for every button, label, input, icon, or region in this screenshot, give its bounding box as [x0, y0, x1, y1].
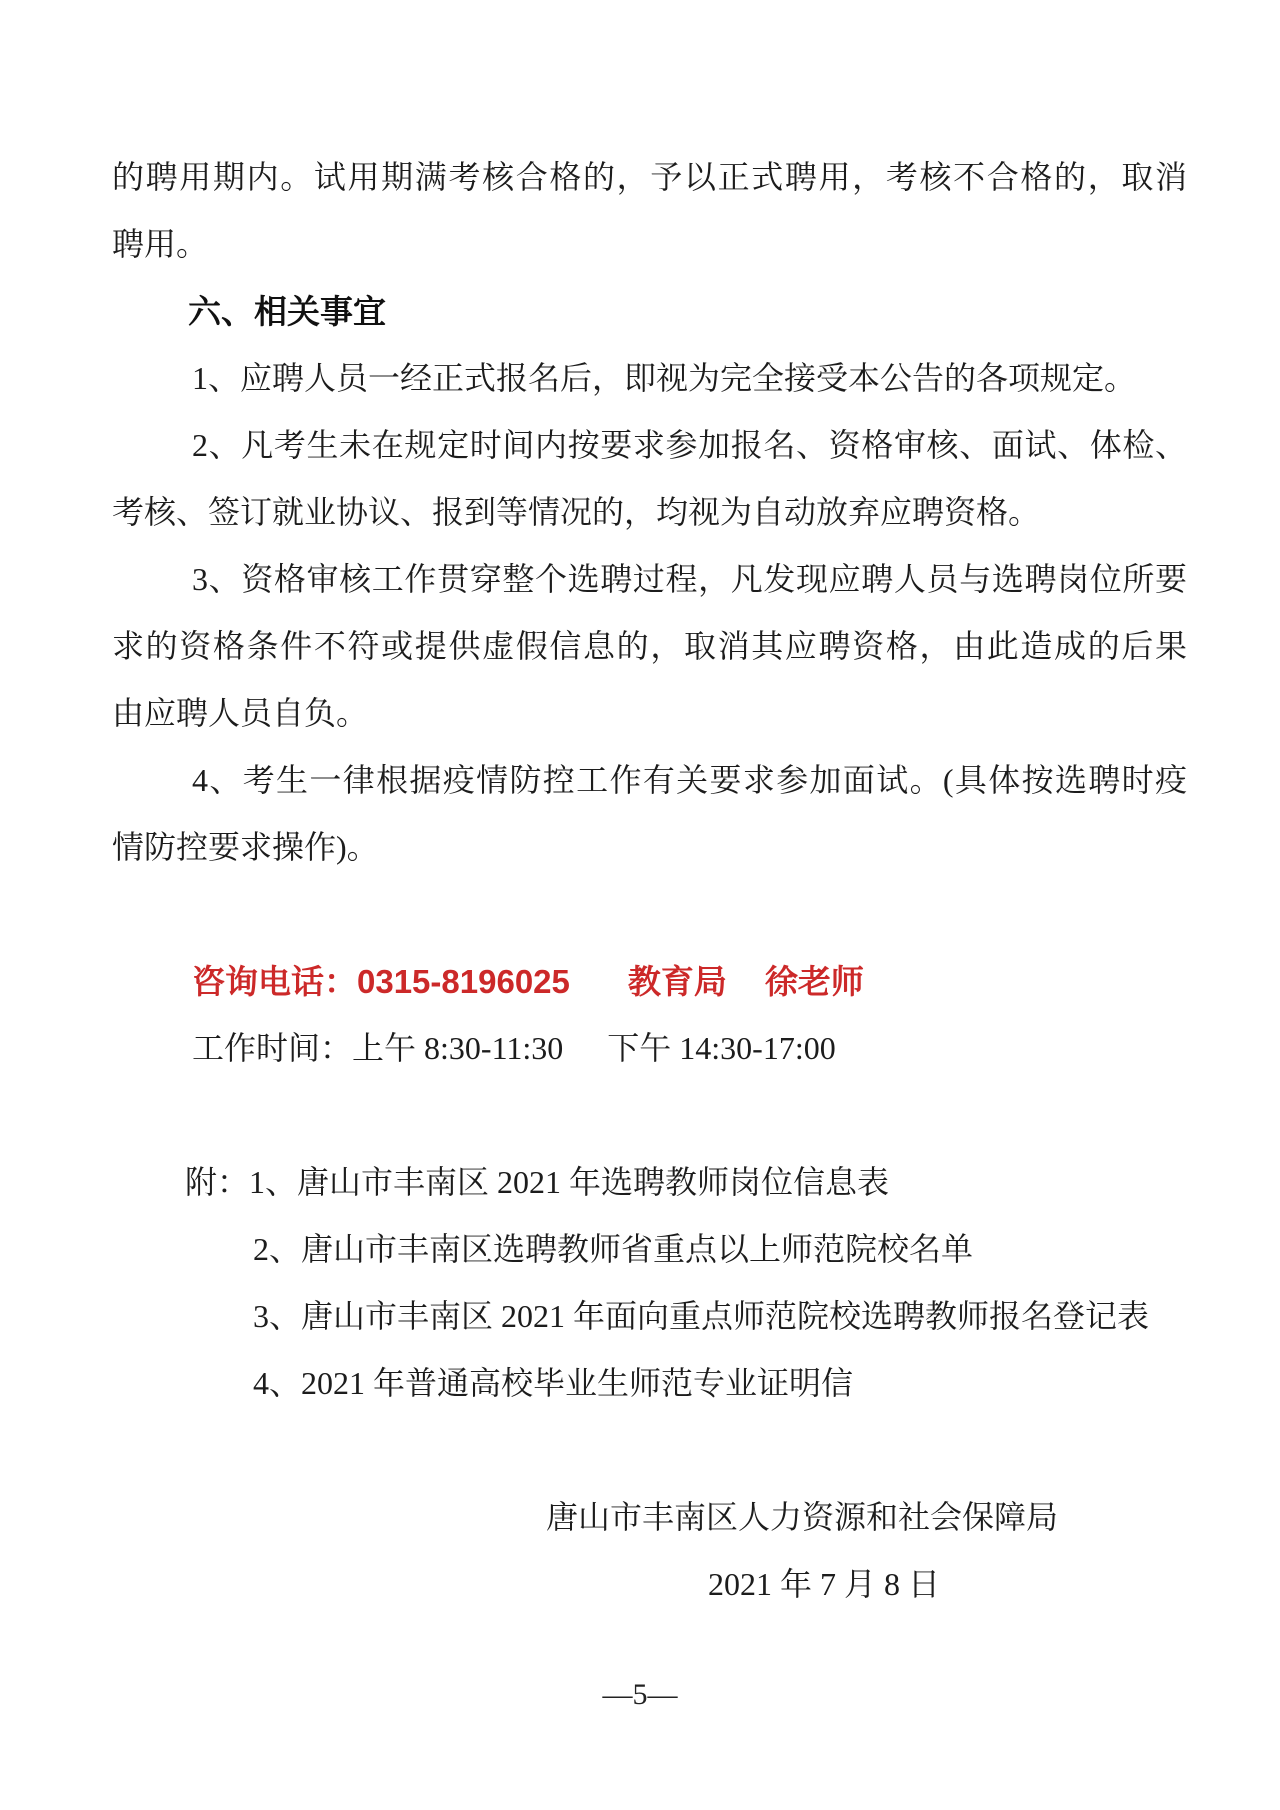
work-time-label: 工作时间：	[192, 1030, 353, 1066]
signature-date: 2021 年 7 月 8 日	[708, 1566, 941, 1602]
contact-label: 咨询电话：	[192, 963, 357, 1000]
attachment-item-3: 3、唐山市丰南区 2021 年面向重点师范院校选聘教师报名登记表	[253, 1298, 1150, 1334]
contact-person: 徐老师	[764, 963, 864, 1000]
spacer-line	[112, 1082, 1187, 1149]
item3-line-3: 由应聘人员自负。	[112, 695, 369, 731]
contact-line	[112, 948, 1187, 1015]
attachment-item-1: 1、唐山市丰南区 2021 年选聘教师岗位信息表	[249, 1164, 890, 1200]
item2-line-2: 考核、签订就业协议、报到等情况的，均视为自动放弃应聘资格。	[112, 494, 1041, 530]
document-content	[112, 144, 1187, 1618]
attachment-item-4: 4、2021 年普通高校毕业生师范专业证明信	[253, 1365, 854, 1401]
work-time-line	[112, 1015, 1187, 1082]
section-heading: 六、相关事宜	[188, 293, 386, 330]
work-time-morning: 上午 8:30-11:30	[352, 1030, 564, 1066]
item3-line-1: 3、资格审核工作贯穿整个选聘过程，凡发现应聘人员与选聘岗位所要	[192, 561, 1187, 597]
item4-line-1: 4、考生一律根据疫情防控工作有关要求参加面试。(具体按选聘时疫	[192, 762, 1187, 798]
intro-line-2: 聘用。	[112, 226, 209, 262]
item3-line-2: 求的资格条件不符或提供虚假信息的，取消其应聘资格，由此造成的后果	[112, 628, 1187, 664]
attachments-label: 附：	[185, 1164, 250, 1200]
signature-organization: 唐山市丰南区人力资源和社会保障局	[546, 1499, 1059, 1535]
attachments-heading-line	[112, 1149, 1187, 1216]
contact-phone: 0315-8196025	[357, 963, 570, 1000]
attachment-item-2: 2、唐山市丰南区选聘教师省重点以上师范院校名单	[253, 1231, 974, 1267]
intro-line-1: 的聘用期内。试用期满考核合格的，予以正式聘用，考核不合格的，取消	[112, 159, 1187, 195]
page-number: —5—	[602, 1678, 678, 1711]
item2-line-1: 2、凡考生未在规定时间内按要求参加报名、资格审核、面试、体检、	[192, 427, 1187, 463]
item4-line-2: 情防控要求操作)。	[112, 829, 379, 865]
item1-line-1: 1、应聘人员一经正式报名后，即视为完全接受本公告的各项规定。	[192, 360, 1137, 396]
spacer-line	[112, 1417, 1187, 1484]
work-time-afternoon: 下午 14:30-17:00	[607, 1030, 836, 1066]
contact-department: 教育局	[627, 963, 727, 1000]
spacer-line	[112, 881, 1187, 948]
